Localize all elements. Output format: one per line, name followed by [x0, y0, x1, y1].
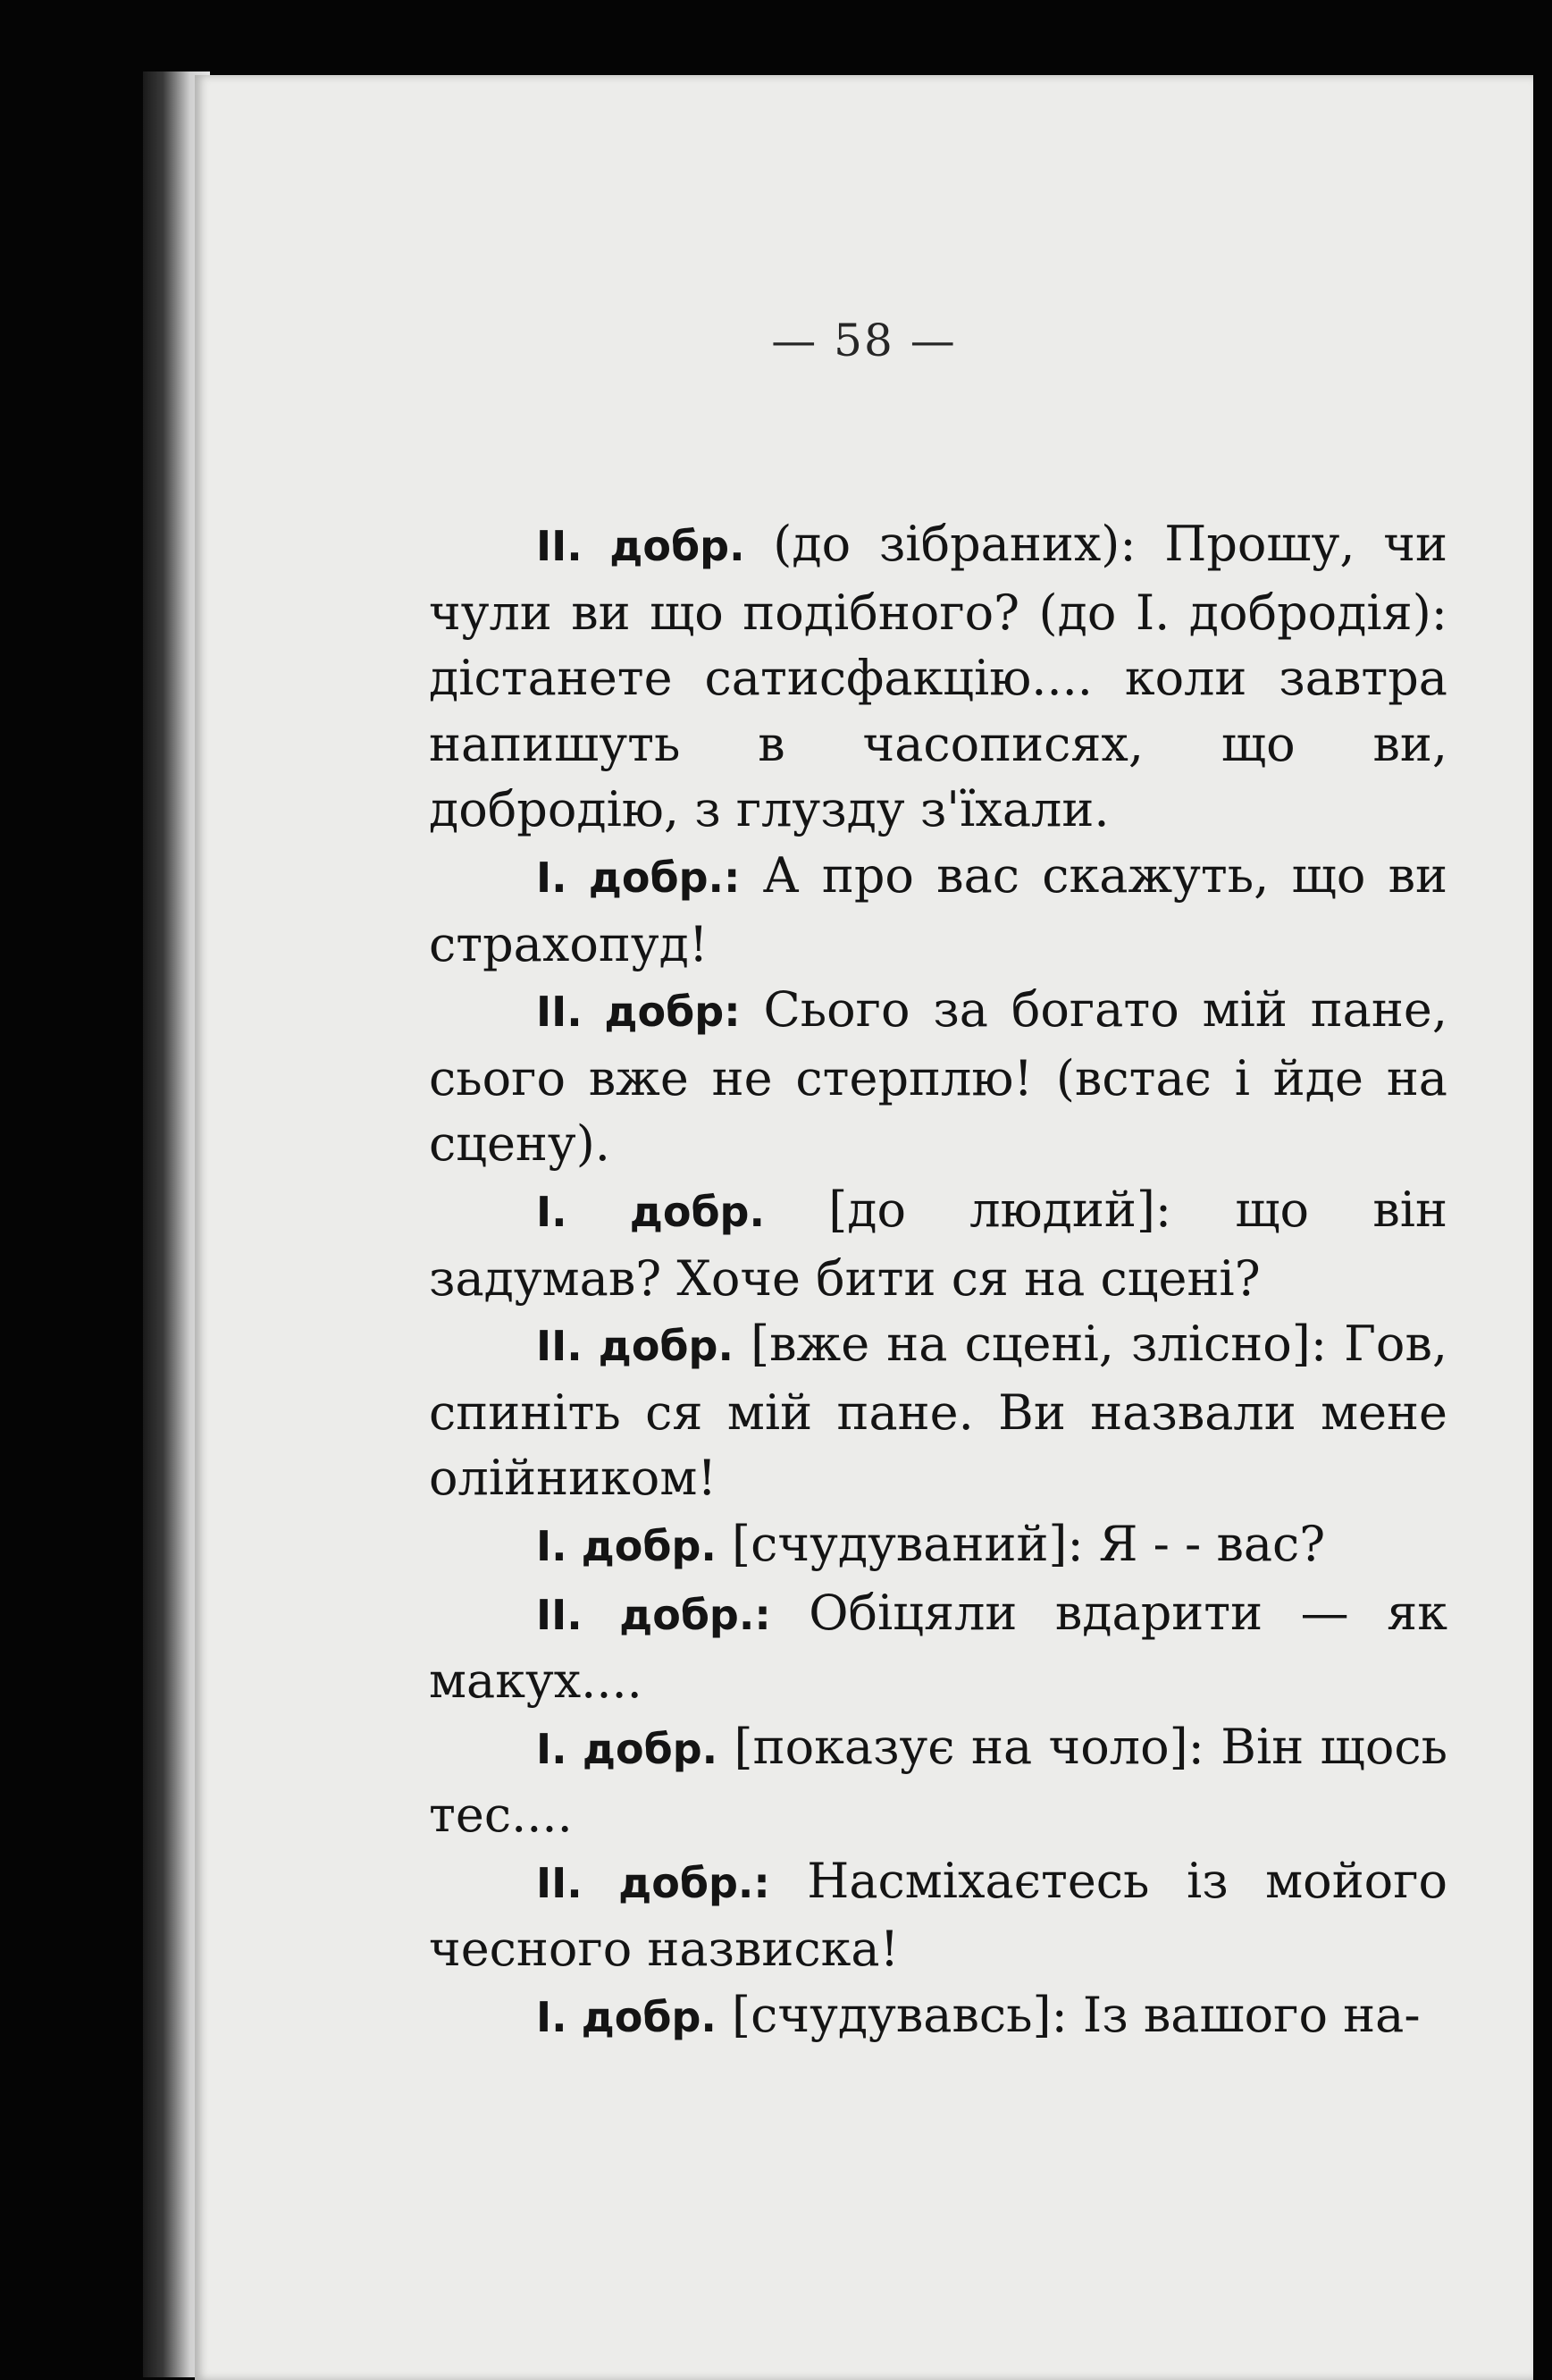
paragraph-text: [до людий]: що він задумав? Хоче бити ся на сцені? — [429, 1181, 1447, 1307]
paragraph-text: [счудувавсь]: Із вашого на- — [716, 1987, 1421, 2044]
body-text — [429, 511, 1447, 2051]
paragraph-text: Сього за богато мій пане, сього вже не стерплю! (встає і йде на сцену). — [429, 981, 1447, 1173]
paragraph-text: [счудуваний]: Я - - вас? — [716, 1515, 1326, 1572]
paragraph-text: (до зібраних): Прошу, чи чули ви що подібного? (до І. добродія): дістанете сатисфакцію.... коли завтра напишуть в часописях, що ви, добродію, з глузду з'їхали. — [429, 516, 1447, 838]
speaker-label: II. добр. — [536, 1322, 734, 1371]
speaker-label: II. добр.: — [536, 1590, 771, 1639]
speaker-label: І. добр. — [536, 1187, 765, 1236]
paragraph-text: [вже на сцені, злісно]: Гов, спиніть ся мій пане. Ви назвали мене олійником! — [429, 1316, 1448, 1507]
speaker-label: І. добр. — [536, 1521, 717, 1570]
paragraph-text: Обіцяли вдарити — як макух.... — [429, 1584, 1447, 1710]
paragraph-text: А про вас скажуть, що ви страхопуд! — [429, 846, 1447, 972]
speaker-label: II. добр: — [536, 988, 741, 1037]
page-number: — 58 — — [771, 315, 957, 366]
paragraph-text: [показує на чоло]: Він щось тес.... — [429, 1718, 1447, 1844]
book-page — [195, 75, 1533, 2380]
paragraph — [429, 1982, 1447, 2051]
speaker-label: І. добр. — [536, 1993, 717, 2042]
paragraph — [429, 1311, 1447, 1511]
speaker-label: І. добр. — [536, 1724, 718, 1773]
paragraph — [429, 843, 1447, 977]
paragraph — [429, 1848, 1447, 1982]
paragraph-text: Насміхаєтесь із мойого чесного назвиска! — [429, 1852, 1447, 1978]
paragraph — [429, 977, 1447, 1177]
speaker-label: II. добр. — [536, 522, 745, 570]
paragraph — [429, 1177, 1447, 1311]
paragraph — [429, 1580, 1447, 1714]
paragraph — [429, 1511, 1447, 1580]
paragraph — [429, 511, 1447, 843]
paragraph — [429, 1714, 1447, 1848]
speaker-label: II. добр.: — [536, 1858, 770, 1907]
speaker-label: І. добр.: — [536, 853, 741, 902]
